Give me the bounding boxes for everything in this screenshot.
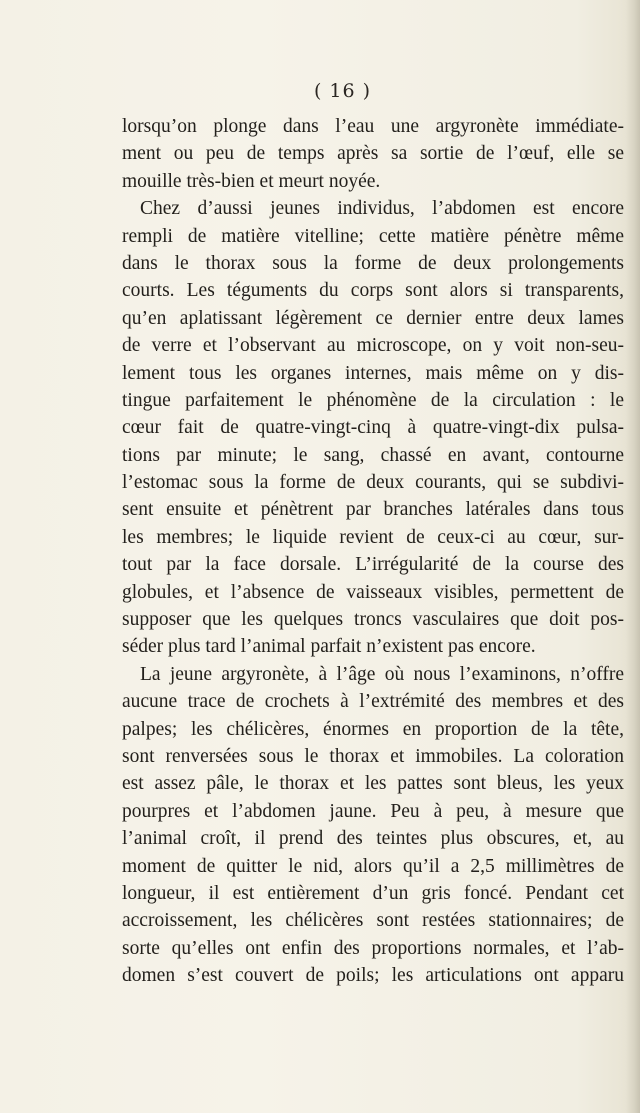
paragraph (122, 661, 624, 990)
text-line: cœur fait de quatre-vingt-cinq à quatre-vingt-dix pulsa- (122, 417, 624, 439)
text-line: est assez pâle, le thorax et les pattes sont bleus, les yeux (122, 773, 624, 795)
paragraph (122, 113, 624, 195)
text-line: lement tous les organes internes, mais même on y dis- (122, 362, 624, 384)
paragraph (122, 195, 624, 661)
text-line: palpes; les chélicères, énormes en proportion de la tête, (122, 718, 624, 740)
body-text (122, 113, 624, 990)
text-line: ment ou peu de temps après sa sortie de l’œuf, elle se (122, 143, 624, 165)
text-line: pourpres et l’abdomen jaune. Peu à peu, à mesure que (122, 800, 624, 822)
text-line: courts. Les téguments du corps sont alors si transparents, (122, 280, 624, 302)
text-line: l’estomac sous la forme de deux courants, qui se subdivi- (122, 472, 624, 494)
text-line: tions par minute; le sang, chassé en avant, contourne (122, 444, 624, 466)
text-line: rempli de matière vitelline; cette matière pénètre même (122, 225, 624, 247)
text-line: La jeune argyronète, à l’âge où nous l’examinons, n’offre (140, 663, 624, 685)
text-line: supposer que les quelques troncs vasculaires que doit pos- (122, 609, 624, 631)
text-line: sont renversées sous le thorax et immobiles. La coloration (122, 745, 624, 767)
text-line: longueur, il est entièrement d’un gris foncé. Pendant cet (122, 882, 624, 904)
text-line: l’animal croît, il prend des teintes plus obscures, et, au (122, 828, 624, 850)
text-line: dans le thorax sous la forme de deux prolongements (122, 252, 624, 274)
page-number: ( 16 ) (313, 80, 372, 102)
text-line: domen s’est couvert de poils; les articulations ont apparu (122, 965, 624, 987)
text-line: sent ensuite et pénètrent par branches latérales dans tous (122, 499, 624, 521)
text-line: tingue parfaitement le phénomène de la circulation : le (122, 389, 624, 411)
text-line: séder plus tard l’animal parfait n’existent pas encore. (122, 636, 536, 658)
text-line: les membres; le liquide revient de ceux-ci au cœur, sur- (122, 526, 624, 548)
page-edge-shadow (626, 0, 640, 1113)
text-line: globules, et l’absence de vaisseaux visibles, permettent de (122, 581, 624, 603)
text-line: lorsqu’on plonge dans l’eau une argyronète immédiate- (122, 116, 624, 137)
text-line: accroissement, les chélicères sont restées stationnaires; de (122, 910, 624, 932)
text-line: Chez d’aussi jeunes individus, l’abdomen est encore (140, 198, 624, 220)
text-line: mouille très-bien et meurt noyée. (122, 170, 381, 192)
text-line: qu’en aplatissant légèrement ce dernier entre deux lames (122, 307, 624, 329)
text-line: moment de quitter le nid, alors qu’il a 2,5 millimètres de (122, 855, 624, 877)
text-line: tout par la face dorsale. L’irrégularité de la course des (122, 554, 624, 576)
text-line: de verre et l’observant au microscope, on y voit non-seu- (122, 335, 624, 357)
text-line: aucune trace de crochets à l’extrémité des membres et des (122, 691, 624, 713)
text-line: sorte qu’elles ont enfin des proportions normales, et l’ab- (122, 937, 624, 959)
